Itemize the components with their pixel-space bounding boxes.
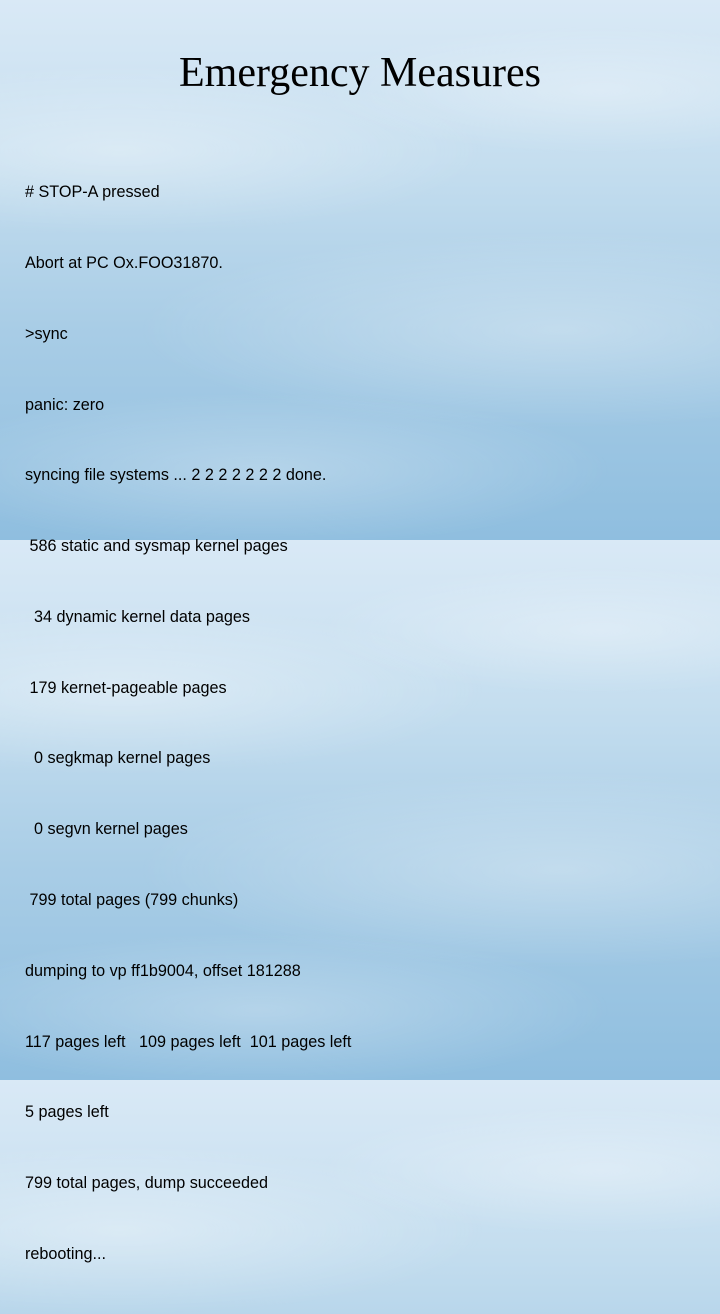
console-line-11: 799 total pages (799 chunks) (25, 891, 239, 909)
console-output (25, 134, 351, 1314)
console-line-1: # STOP-A pressed (25, 183, 160, 202)
console-line-10: 0 segvn kernel pages (25, 820, 188, 839)
console-line-4: panic: zero (25, 395, 105, 414)
console-line-16: rebooting... (25, 1244, 106, 1263)
console-line-7: 34 dynamic kernel data pages (25, 607, 250, 626)
console-line-8: 179 kernet-pageable pages (25, 678, 227, 697)
console-line-9: 0 segkmap kernel pages (25, 749, 211, 768)
console-line-15: 799 total pages, dump succeeded (25, 1174, 268, 1193)
console-line-6: 586 static and sysmap kernel pages (25, 537, 288, 556)
console-line-12: dumping to vp ff1b9004, offset 181288 (25, 961, 301, 980)
console-line-2: Abort at PC Ox.FOO31870. (25, 253, 223, 272)
slide-title: Emergency Measures (179, 50, 541, 96)
console-line-13: 117 pages left 109 pages left 101 pages left (25, 1032, 352, 1051)
console-line-14: 5 pages left (25, 1103, 109, 1122)
console-line-3: >sync (25, 324, 68, 343)
console-line-5: syncing file systems ... 2 2 2 2 2 2 2 done. (25, 466, 327, 485)
